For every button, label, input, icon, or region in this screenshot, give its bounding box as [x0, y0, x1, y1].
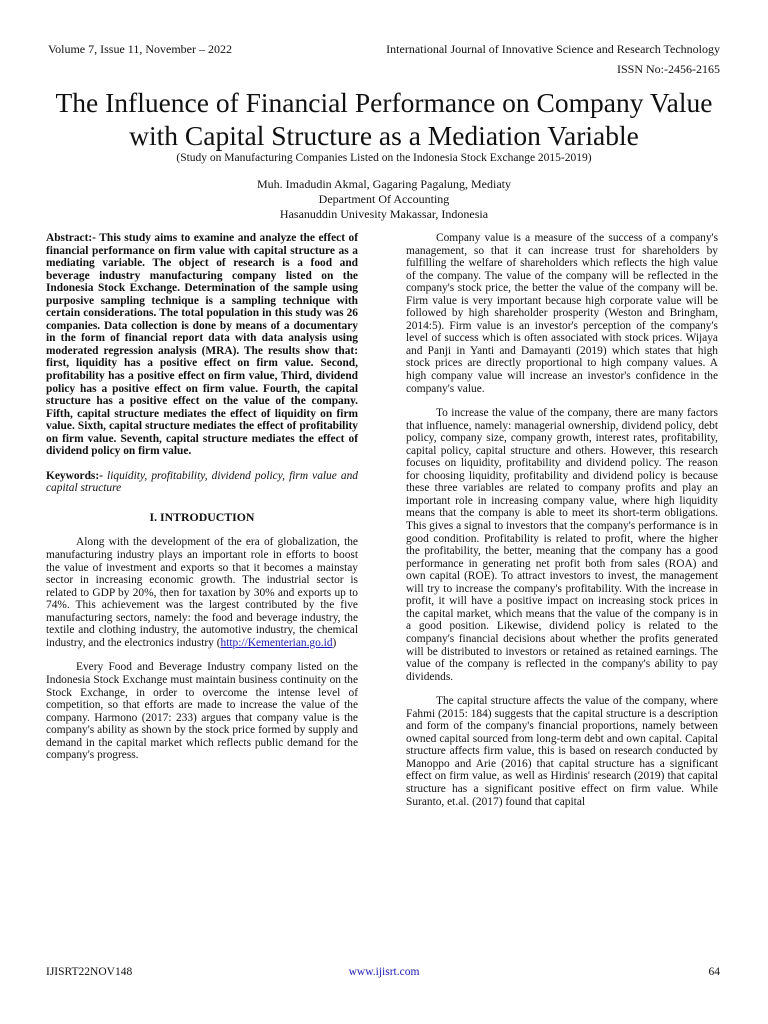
article-code: IJISRT22NOV148: [46, 966, 133, 978]
left-column: [46, 232, 358, 774]
page-number: 64: [708, 966, 720, 978]
paragraph: Every Food and Beverage Industry company listed on the Indonesia Stock Exchange must maintain business continuity on the Stock Exchange, in order to overcome the intense level of competition, so that efforts are made to increase the value of the company. Harmono (2017: 233) argues that company value is the company's ability as shown by the stock price formed by supply and demand in the capital market which reflects public demand for the company's progress.: [46, 661, 358, 762]
paper-subtitle: (Study on Manufacturing Companies Listed on the Indonesia Stock Exchange 2015-2019): [176, 152, 592, 164]
right-column: [406, 232, 718, 820]
keywords-label: Keywords:-: [46, 469, 103, 482]
paper-title: The Influence of Financial Performance on Company Value with Capital Structure as a Mediation Variable: [55, 87, 713, 151]
journal-name: International Journal of Innovative Science and Research Technology: [386, 42, 720, 56]
keywords-text: liquidity, profitability, dividend policy, firm value and capital structure: [46, 469, 358, 495]
issn: ISSN No:-2456-2165: [616, 62, 720, 76]
journal-website-link[interactable]: www.ijisrt.com: [348, 966, 420, 978]
paragraph-text: Along with the development of the era of globalization, the manufacturing industry plays an important role in efforts to boost the value of investment and exports so that it becomes a mainstay sector in increasing economic growth. The industrial sector is related to GDP by 20%, then for taxation by 30% and exports up to 74%. This achievement was the largest contributed by the five manufacturing sectors, namely: the food and beverage industry, the textile and clothing industry, the automotive industry, the chemical industry, and the electronics industry: [46, 536, 358, 649]
paragraph: Along with the development of the era of globalization, the manufacturing industry plays an important role in efforts to boost the value of investment and exports so that it becomes a mainstay sector in increasing economic growth. The industrial sector is related to GDP by 20%, then for taxation by 30% and exports up to 74%. This achievement was the largest contributed by the five manufacturing sectors, namely: the food and beverage industry, the textile and clothing industry, the automotive industry, the chemical industry, and the electronics industry (http://Kementerian.go.id): [46, 536, 358, 649]
author-names: Muh. Imadudin Akmal, Gagaring Pagalung, Mediaty: [257, 177, 511, 191]
university: Hasanuddin Univesity Makassar, Indonesia: [279, 207, 489, 221]
paragraph: The capital structure affects the value of the company, where Fahmi (2015: 184) suggests that the capital structure is a description and form of the company's financial proportions, namely between owned capital sourced from long-term debt and own capital. Capital structure affects firm value, this is based on research conducted by Manoppo and Arie (2016) that capital structure has a significant effect on firm value, as well as Hirdinis' research (2019) that capital structure has a significant positive effect on firm value. While Suranto, et.al. (2017) found that capital: [406, 695, 718, 808]
volume-info: Volume 7, Issue 11, November – 2022: [48, 42, 232, 56]
keywords: [46, 470, 358, 495]
paragraph: To increase the value of the company, there are many factors that influence, namely: managerial ownership, dividend policy, debt policy, company size, company growth, interest rates, profitability, capital policy, capital structure and others. However, this research focuses on liquidity, profitability and dividend policy. The reason for choosing liquidity, profitability and dividend policy is because these three variables are related to company profits and play an important role in increasing company value, where high liquidity means that the company is able to meet its short-term obligations. This gives a signal to investors that the company's performance is in good condition. Profitability is related to profit, where the higher the profitability, the better, meaning that the company has a good performance in generating net profit both from sales (ROA) and own capital (ROE). To attract investors to invest, the management will try to increase the company's profitability. With the increase in profit, it will have a positive impact on increasing stock prices in the capital market, which means that the value of the company is in a good position. Likewise, dividend policy is related to the company's financial decisions about whether the profits generated will be distributed to investors or retained as retained earnings. The value of the company is reflected in the company's ability to pay dividends.: [406, 407, 718, 683]
paragraph: Company value is a measure of the success of a company's management, so that it can increase trust for shareholders by fulfilling the welfare of shareholders which reflects the high value of the company. The value of the company will be reflected in the company's stock price, the better the value of the company will be. Firm value is very important because high corporate value will be followed by high shareholder prosperity (Weston and Bringham, 2014:5). Firm value is an investor's perception of the company's level of success which is often associated with stock prices. Wijaya and Panji in Yanti and Damayanti (2019) which states that high stock prices are directly proportional to high company values. A high company value will increase an investor's confidence in the company's value.: [406, 232, 718, 395]
author-block: [0, 177, 768, 222]
section-heading-introduction: I. INTRODUCTION: [149, 509, 255, 524]
kementerian-link[interactable]: http://Kementerian.go.id: [220, 636, 333, 649]
abstract: Abstract:- This study aims to examine and analyze the effect of financial performance on firm value with capital structure as a mediating variable. The object of research is a food and beverage industry manufacturing company listed on the Indonesia Stock Exchange. Determination of the sample using purposive sampling technique is a sampling technique with certain considerations. The total population in this study was 26 companies. Data collection is done by means of a documentary in the form of financial report data with data analysis using moderated regression analysis (MRA). The results show that: first, liquidity has a positive effect on firm value. Second, profitability has a positive effect on firm value, Third, dividend policy has a positive effect on firm value. Fourth, the capital structure has a positive effect on the value of the company. Fifth, capital structure mediates the effect of liquidity on firm value. Sixth, capital structure mediates the effect of profitability on firm value. Seventh, capital structure mediates the effect of dividend policy on firm value.: [46, 232, 358, 458]
department: Department Of Accounting: [318, 192, 450, 206]
